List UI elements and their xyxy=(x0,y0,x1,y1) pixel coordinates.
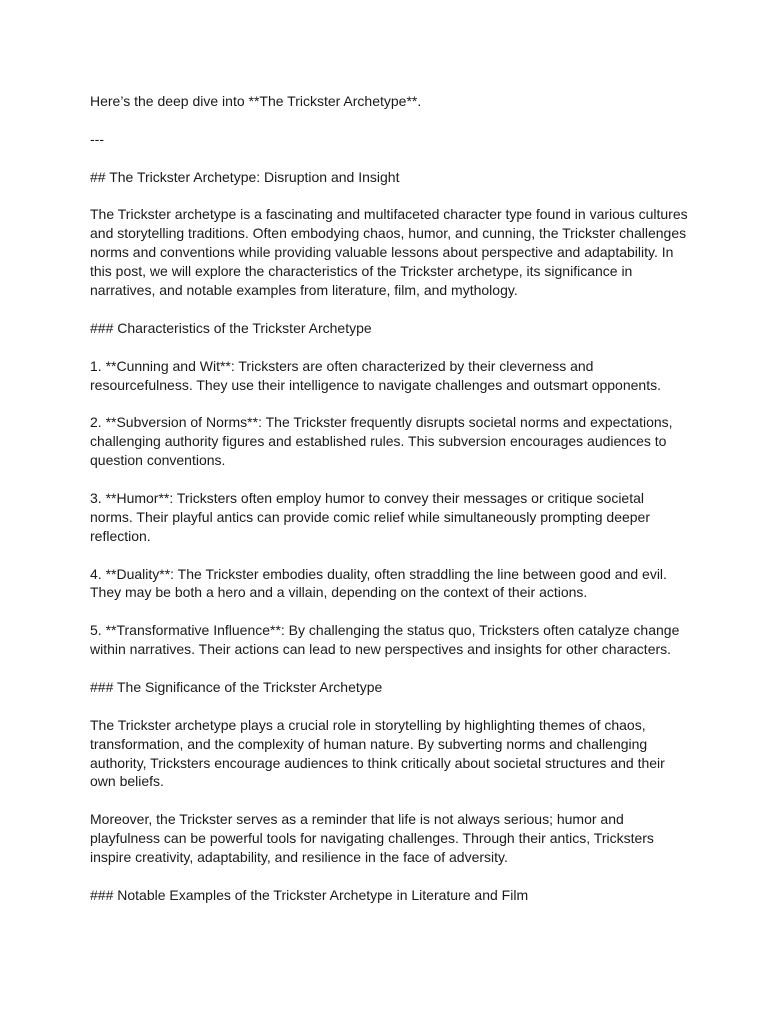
intro-paragraph: The Trickster archetype is a fascinating and multifaceted character type found in various cultures and storytelling traditions. Often embodying chaos, humor, and cunning, the Trickster challenges norms and conventions while providing valuable lessons about perspective and adaptability. In this post, we will explore the characteristics of the Trickster archetype, its significance in narratives, and notable examples from literature, film, and mythology. xyxy=(90,206,688,299)
list-item: 4. **Duality**: The Trickster embodies duality, often straddling the line between good and evil. They may be both a hero and a villain, depending on the context of their actions. xyxy=(90,565,667,601)
intro-line: Here’s the deep dive into **The Trickster Archetype**. xyxy=(90,93,422,109)
significance-paragraph-2: Moreover, the Trickster serves as a reminder that life is not always serious; humor and playfulness can be powerful tools for navigating challenges. Through their antics, Tricksters inspire creativity, adaptability, and resilience in the face of adversity. xyxy=(90,811,654,866)
examples-heading: ### Notable Examples of the Trickster Archetype in Literature and Film xyxy=(90,886,529,903)
main-heading: ## The Trickster Archetype: Disruption and Insight xyxy=(90,168,400,185)
list-item: 1. **Cunning and Wit**: Tricksters are often characterized by their cleverness and resourcefulness. They use their intelligence to navigate challenges and outsmart opponents. xyxy=(90,357,661,393)
list-item: 3. **Humor**: Tricksters often employ humor to convey their messages or critique societal norms. Their playful antics can provide comic relief while simultaneously prompting deeper reflection. xyxy=(90,489,650,544)
list-item: 2. **Subversion of Norms**: The Trickster frequently disrupts societal norms and expectations, challenging authority figures and established rules. This subversion encourages audiences to question conventions. xyxy=(90,414,673,469)
list-item: 5. **Transformative Influence**: By challenging the status quo, Tricksters often catalyze change within narratives. Their actions can lead to new perspectives and insights for other characters. xyxy=(90,622,680,658)
significance-paragraph-1: The Trickster archetype plays a crucial role in storytelling by highlighting themes of chaos, transformation, and the complexity of human nature. By subverting norms and challenging authority, Tricksters encourage audiences to think critically about societal structures and their own beliefs. xyxy=(90,716,665,790)
significance-heading: ### The Significance of the Trickster Archetype xyxy=(90,678,383,695)
characteristics-heading: ### Characteristics of the Trickster Archetype xyxy=(90,319,372,336)
separator-line: --- xyxy=(90,130,104,147)
document-page xyxy=(90,92,690,924)
